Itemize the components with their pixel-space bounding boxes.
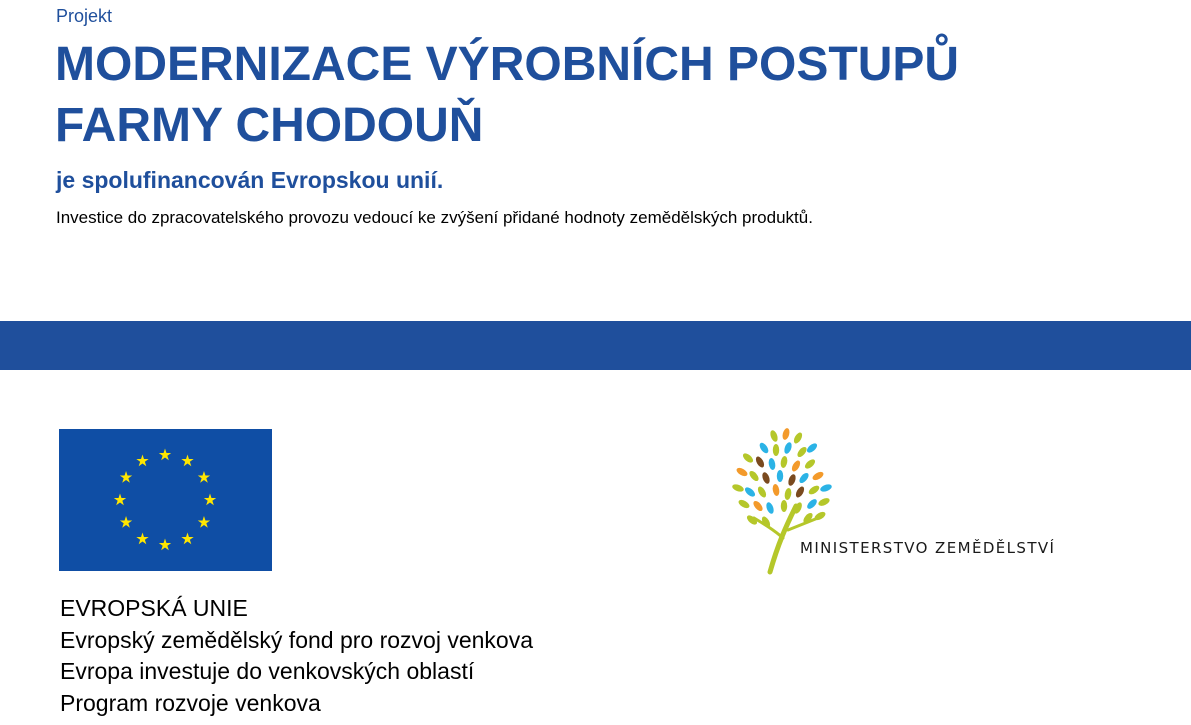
- tree-leaf: [765, 501, 775, 514]
- eu-program-name: Program rozvoje venkova: [60, 689, 321, 716]
- tree-leaf: [735, 466, 749, 478]
- tree-leaf: [748, 469, 761, 482]
- tree-leaf: [805, 497, 818, 510]
- tree-leaf: [769, 429, 779, 442]
- project-title: [55, 34, 959, 156]
- tree-leaf: [783, 441, 793, 454]
- tree-leaf: [803, 458, 816, 471]
- tree-leaf: [807, 484, 821, 496]
- tree-leaf: [756, 485, 768, 499]
- eu-text-block: [60, 593, 533, 719]
- tree-leaf: [731, 483, 744, 493]
- tree-leaf: [781, 427, 790, 440]
- blue-divider-band: [0, 321, 1191, 370]
- eu-slogan: Evropa investuje do venkovských oblastí: [60, 658, 475, 684]
- tree-leaf: [741, 452, 754, 465]
- tree-leaf: [790, 459, 802, 473]
- tree-leaf: [781, 500, 787, 512]
- tree-leaf: [794, 485, 806, 499]
- project-title-line-1: MODERNIZACE VÝROBNÍCH POSTUPŮ: [55, 38, 960, 91]
- eu-name: EVROPSKÁ UNIE: [60, 595, 248, 621]
- project-label: Projekt: [56, 6, 113, 26]
- tree-leaf: [754, 455, 766, 469]
- eu-fund-name: Evropský zemědělský fond pro rozvoj venkova: [60, 626, 533, 653]
- tree-leaf: [796, 445, 809, 458]
- tree-leaf: [787, 473, 797, 486]
- tree-leaf: [784, 488, 792, 501]
- tree-leaf: [798, 471, 811, 484]
- tree-leaf: [743, 486, 756, 499]
- tree-leaf: [761, 471, 771, 484]
- tree-leaf: [817, 497, 831, 508]
- tree-leaf: [768, 458, 776, 471]
- tree-leaf: [792, 431, 804, 445]
- tree-leaf: [737, 498, 751, 510]
- tree-leaf: [772, 484, 780, 497]
- tree-leaf: [758, 441, 770, 455]
- tree-leaf: [777, 470, 783, 482]
- project-title-line-2: FARMY CHODOUŇ: [55, 99, 484, 152]
- tree-leaf: [805, 442, 818, 455]
- ministry-name: MINISTERSTVO ZEMĚDĚLSTVÍ: [800, 539, 1056, 557]
- cofinancing-statement: je spolufinancován Evropskou unií.: [56, 167, 444, 193]
- project-description: Investice do zpracovatelského provozu vedoucí ke zvýšení přidané hodnoty zemědělských produktů.: [56, 208, 813, 227]
- tree-leaf: [780, 456, 788, 469]
- eu-flag-icon: [59, 429, 272, 571]
- tree-leaf: [773, 444, 779, 456]
- tree-leaf: [811, 470, 825, 482]
- tree-leaf: [819, 483, 832, 493]
- tree-leaf: [752, 499, 765, 512]
